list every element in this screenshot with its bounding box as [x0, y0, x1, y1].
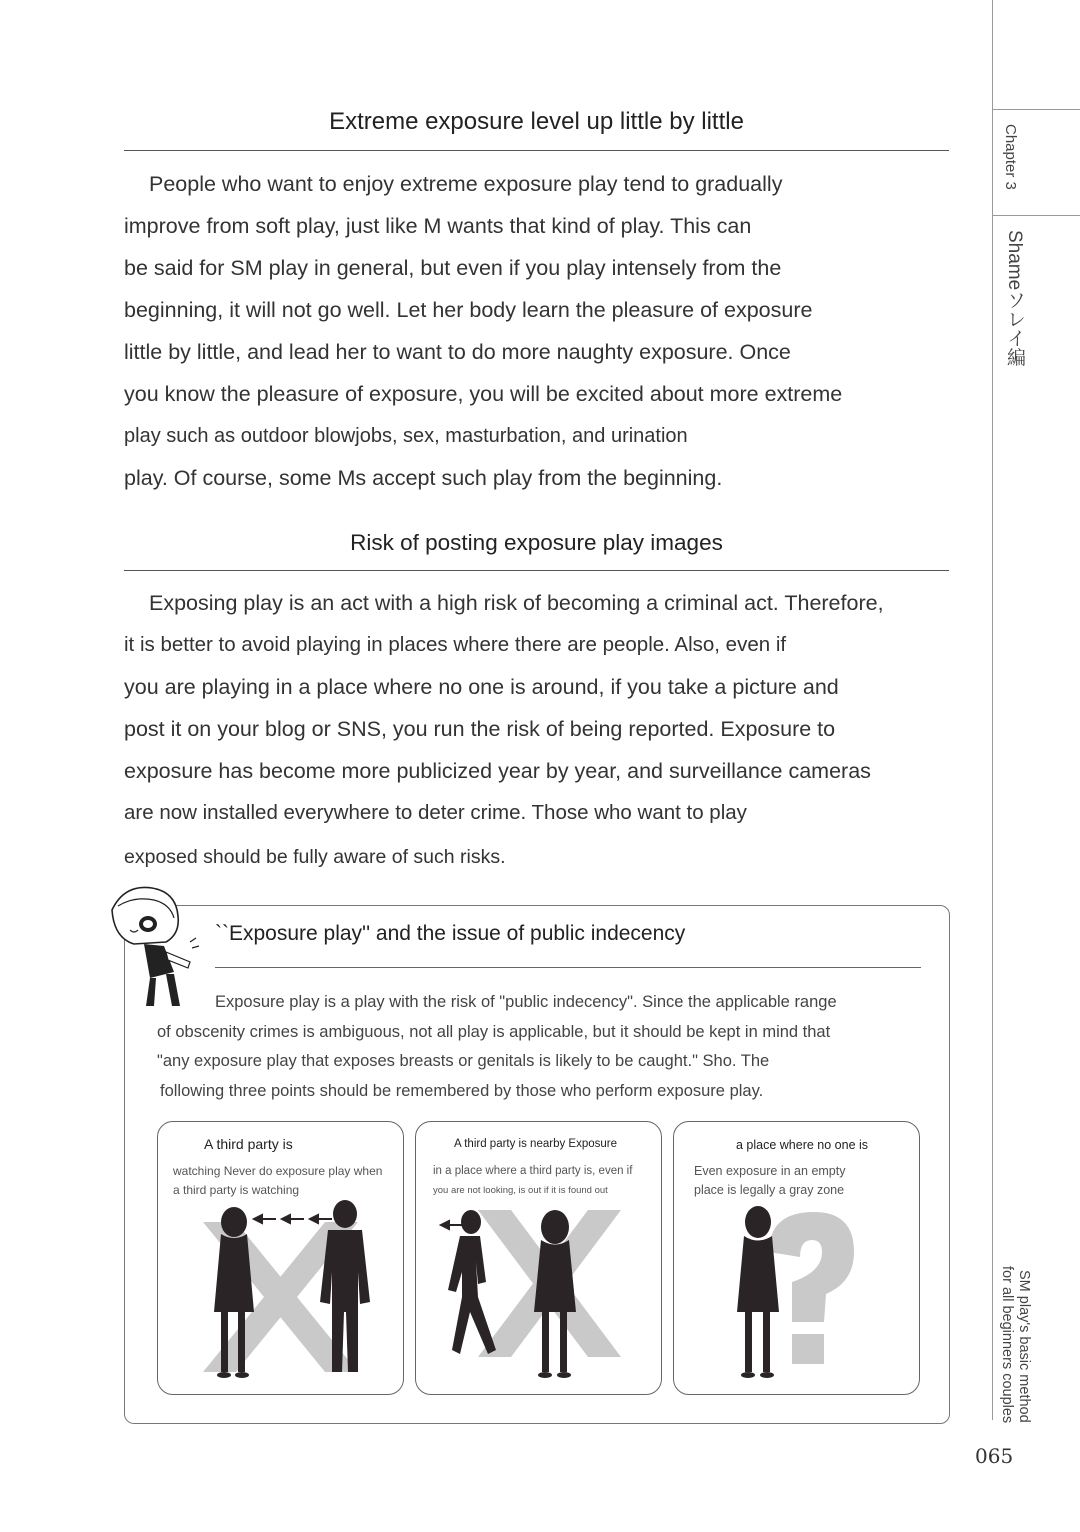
body-line: play. Of course, some Ms accept such play from the beginning.: [124, 466, 723, 490]
body-line: be said for SM play in general, but even if you play intensely from the: [124, 256, 782, 280]
panel-desc-line: watching Never do exposure play when: [173, 1164, 383, 1178]
panel-desc-line: place is legally a gray zone: [694, 1183, 845, 1197]
column-line: "any exposure play that exposes breasts or genitals is likely to be caught." Sho. The: [157, 1052, 770, 1070]
panel-description: [173, 1162, 393, 1200]
column-rule: [215, 967, 921, 968]
column-box-public-indecency: [124, 905, 950, 1424]
body-line: you are playing in a place where no one is around, if you take a picture and: [124, 675, 839, 699]
section-body-exposure-level: [124, 163, 954, 499]
page-number: 065: [975, 1444, 1014, 1468]
body-line: post it on your blog or SNS, you run the risk of being reported. Exposure to: [124, 717, 836, 741]
column-line: of obscenity crimes is ambiguous, not all play is applicable, but it should be kept in mind that: [157, 1022, 831, 1041]
section-heading-posting-risk: Risk of posting exposure play images: [124, 530, 949, 571]
panel-desc-line: Even exposure in an empty: [694, 1164, 846, 1178]
panel-desc-line: you are not looking, is out if it is found out: [433, 1185, 608, 1196]
panel-title: a place where no one is: [736, 1138, 869, 1152]
panel-third-party-nearby: [415, 1121, 662, 1395]
sidebar-divider: [992, 0, 993, 1420]
body-line: People who want to enjoy extreme exposure play tend to gradually: [149, 172, 783, 196]
panel-description: [433, 1162, 653, 1200]
column-title: ``Exposure play'' and the issue of public indecency: [215, 922, 686, 945]
sidebar-rule-bottom: [992, 215, 1080, 216]
panel-title: A third party is nearby Exposure: [454, 1138, 617, 1150]
book-title-line2: for all beginners couples: [999, 1266, 1015, 1424]
body-line: exposure has become more publicized year by year, and surveillance cameras: [124, 759, 871, 783]
panel-third-party-watching: [157, 1121, 404, 1395]
body-line: Exposing play is an act with a high risk of becoming a criminal act. Therefore,: [149, 591, 884, 615]
panel-desc-line: in a place where a third party is, even if: [433, 1165, 633, 1177]
body-line: play such as outdoor blowjobs, sex, masturbation, and urination: [124, 425, 688, 447]
walking-man-silhouette-icon: [448, 1210, 496, 1354]
arrow-icon: [441, 1221, 464, 1229]
woman-silhouette-icon: [737, 1206, 779, 1378]
body-line: are now installed everywhere to deter crime. Those who want to play: [124, 801, 747, 824]
chapter-label: Chapter 3: [1002, 124, 1019, 190]
panel-description: [694, 1162, 914, 1200]
question-icon: [769, 1212, 854, 1364]
section-label: Shameソレイ編: [1004, 230, 1025, 367]
sidebar-rule-top: [992, 109, 1080, 110]
body-line: you know the pleasure of exposure, you will be excited about more extreme: [124, 382, 843, 406]
body-line: beginning, it will not go well. Let her body learn the pleasure of exposure: [124, 298, 813, 322]
body-line: little by little, and lead her to want to do more naughty exposure. Once: [124, 340, 791, 364]
section-body-posting-risk: [124, 582, 954, 878]
section-heading-exposure-level: Extreme exposure level up little by little: [124, 108, 949, 151]
column-line: following three points should be remembered by those who perform exposure play.: [160, 1081, 764, 1100]
panel-no-one-around: [673, 1121, 920, 1395]
arrows-icon: [254, 1215, 332, 1223]
body-line: it is better to avoid playing in places where there are people. Also, even if: [124, 633, 787, 656]
column-body: [157, 988, 927, 1106]
book-title-line1: SM play's basic method: [1016, 1270, 1032, 1423]
panel-desc-line: a third party is watching: [173, 1183, 300, 1197]
panel-title: A third party is: [204, 1136, 293, 1152]
column-line: Exposure play is a play with the risk of "public indecency". Since the applicable range: [215, 993, 837, 1011]
mascot-girl-illustration: [104, 882, 204, 1012]
body-line: improve from soft play, just like M wants that kind of play. This can: [124, 214, 752, 238]
body-line: exposed should be fully aware of such risks.: [124, 846, 506, 868]
